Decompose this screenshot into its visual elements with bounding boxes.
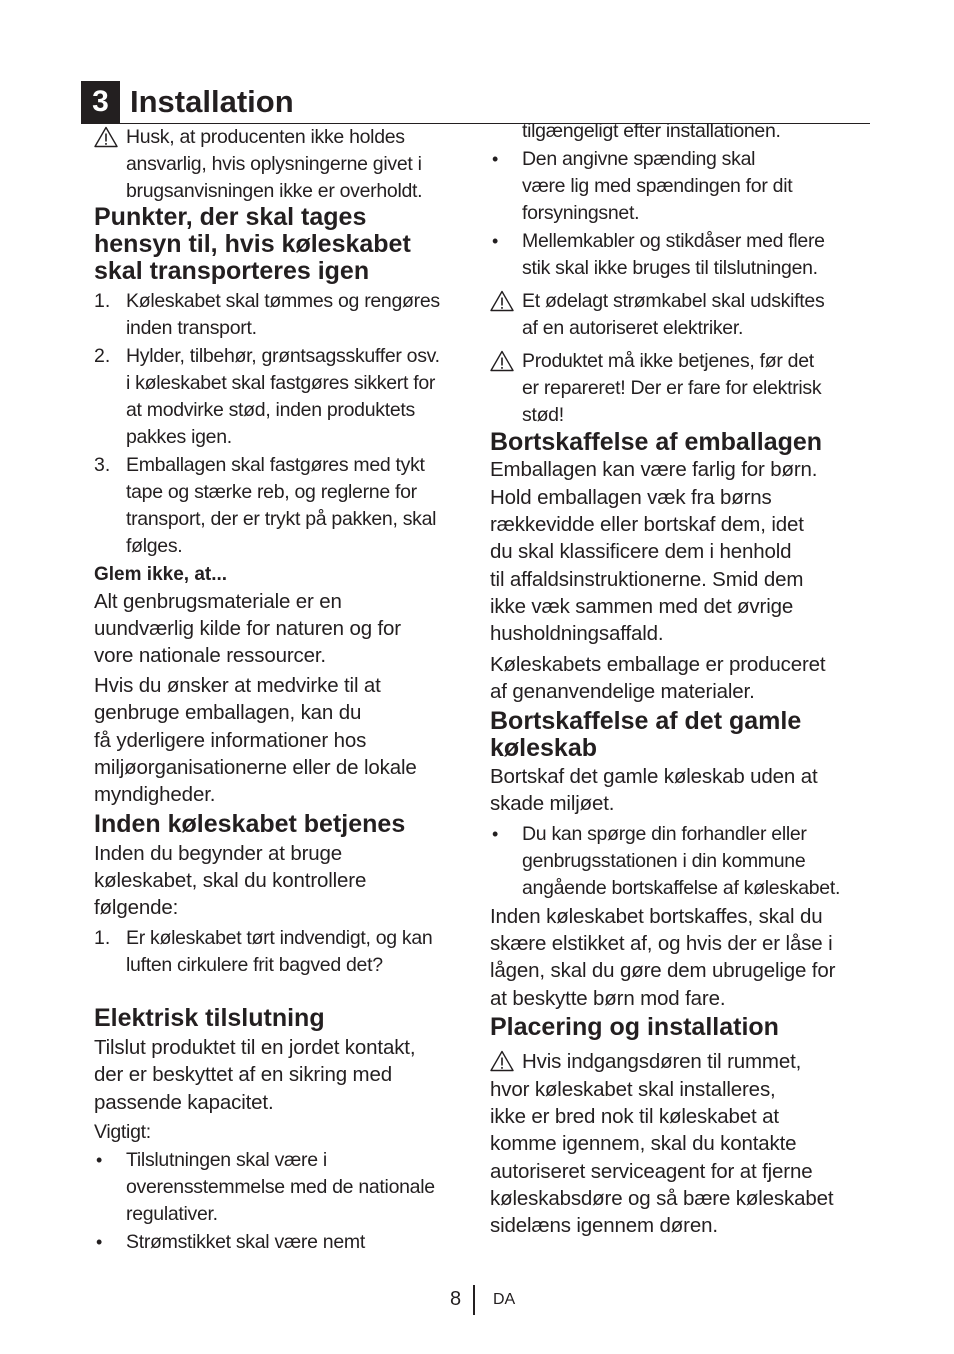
list-number: 1. xyxy=(94,290,111,312)
warning-icon xyxy=(490,350,514,372)
transport-heading-line: Punkter, der skal tages xyxy=(94,203,367,231)
warning-icon xyxy=(94,126,118,148)
warning-text-line: sidelæns igennem døren. xyxy=(490,1214,718,1237)
bullet-item-line: regulativer. xyxy=(126,1203,218,1225)
list-item-line: Hylder, tilbehør, grøntsagsskuffer osv. xyxy=(126,345,440,367)
paragraph-line: at beskytte børn mod fare. xyxy=(490,987,726,1010)
placement-heading: Placering og installation xyxy=(490,1013,779,1041)
paragraph-line: genbruge emballagen, kan du xyxy=(94,701,362,724)
paragraph-line: husholdningsaffald. xyxy=(490,622,664,645)
warning-text-line: ikke er bred nok til køleskabet at xyxy=(490,1105,779,1128)
paragraph-line: rækkevidde eller bortskaf dem, idet xyxy=(490,513,804,536)
language-code: DA xyxy=(493,1291,516,1308)
paragraph-line: Emballagen kan være farlig for børn. xyxy=(490,458,818,481)
before-use-heading: Inden køleskabet betjenes xyxy=(94,810,406,838)
paragraph-line: få yderligere informationer hos xyxy=(94,729,367,752)
warning-text-line: er repareret! Der er fare for elektrisk xyxy=(522,377,822,399)
list-item-line: transport, der er trykt på pakken, skal xyxy=(126,508,437,530)
paragraph-line: uundværlig kilde for naturen og for xyxy=(94,617,401,640)
paragraph-line: Køleskabets emballage er produceret xyxy=(490,653,826,676)
paragraph-line: myndigheder. xyxy=(94,783,216,806)
warning-text-line: stød! xyxy=(522,404,564,426)
warning-text-line: Produktet må ikke betjenes, før det xyxy=(522,350,814,372)
list-item-line: pakkes igen. xyxy=(126,426,232,448)
paragraph-line: vore nationale ressourcer. xyxy=(94,644,326,667)
paragraph-line: miljøorganisationerne eller de lokale xyxy=(94,756,417,779)
bullet-item-line: Den angivne spænding skal xyxy=(522,148,756,170)
paragraph-line: Inden du begynder at bruge xyxy=(94,842,342,865)
bullet-item-line: Tilslutningen skal være i xyxy=(126,1149,327,1171)
warning-text-line: komme igennem, skal du kontakte xyxy=(490,1132,797,1155)
warning-text-line: Husk, at producenten ikke holdes xyxy=(126,126,405,148)
section-title: Installation xyxy=(130,84,294,119)
list-item-line: i køleskabet skal fastgøres sikkert for xyxy=(126,372,436,394)
warning-icon xyxy=(490,290,514,312)
paragraph-line: skære elstikket af, og hvis der er låse i xyxy=(490,932,833,955)
paragraph-line: Hvis du ønsker at medvirke til at xyxy=(94,674,381,697)
bullet-item-line: Du kan spørge din forhandler eller xyxy=(522,823,807,845)
old-fridge-heading-line: Bortskaffelse af det gamle xyxy=(490,707,802,735)
paragraph-line: Inden køleskabet bortskaffes, skal du xyxy=(490,905,823,928)
warning-icon xyxy=(490,1050,514,1072)
bullet: • xyxy=(492,231,499,251)
paragraph-line: lågen, skal du gøre dem ubrugelige for xyxy=(490,959,836,982)
bullet-item-line: forsyningsnet. xyxy=(522,202,640,224)
forget-heading: Glem ikke, at... xyxy=(94,564,228,585)
list-number: 2. xyxy=(94,345,111,367)
paragraph-line: du skal klassificere dem i henhold xyxy=(490,540,792,563)
warning-text-line: ansvarlig, hvis oplysningerne givet i xyxy=(126,153,422,175)
bullet-item-line: genbrugsstationen i din kommune xyxy=(522,850,806,872)
list-item-line: Emballagen skal fastgøres med tykt xyxy=(126,454,425,476)
paragraph-line: Bortskaf det gamle køleskab uden at xyxy=(490,765,818,788)
warning-text-line: autoriseret serviceagent for at fjerne xyxy=(490,1160,813,1183)
page-number: 8 xyxy=(450,1288,462,1310)
list-item-line: Er køleskabet tørt indvendigt, og kan xyxy=(126,927,433,949)
paragraph-line: der er beskyttet af en sikring med xyxy=(94,1063,392,1086)
list-number: 1. xyxy=(94,927,111,949)
transport-heading-line: skal transporteres igen xyxy=(94,257,370,285)
paragraph-line: skade miljøet. xyxy=(490,792,615,815)
list-item-line: at modvirke stød, inden produktets xyxy=(126,399,415,421)
warning-text-line: brugsanvisningen ikke er overholdt. xyxy=(126,180,423,202)
bullet-item-line: Mellemkabler og stikdåser med flere xyxy=(522,230,825,252)
list-number: 3. xyxy=(94,454,111,476)
transport-heading-line: hensyn til, hvis køleskabet xyxy=(94,230,411,258)
warning-text-line: Et ødelagt strømkabel skal udskiftes xyxy=(522,290,825,312)
list-item-line: Køleskabet skal tømmes og rengøres xyxy=(126,290,440,312)
old-fridge-heading-line: køleskab xyxy=(490,734,598,762)
paragraph-line: passende kapacitet. xyxy=(94,1091,274,1114)
paragraph-line: ikke væk sammen med det øvrige xyxy=(490,595,794,618)
list-item-line: luften cirkulere frit bagved det? xyxy=(126,954,383,976)
warning-text-line: hvor køleskabet skal installeres, xyxy=(490,1078,776,1101)
bullet: • xyxy=(492,149,499,169)
bullet: • xyxy=(96,1232,103,1252)
important-label: Vigtigt: xyxy=(94,1121,151,1143)
list-item-line: følges. xyxy=(126,535,183,557)
bullet-item-line: Strømstikket skal være nemt xyxy=(126,1231,365,1253)
electric-heading: Elektrisk tilslutning xyxy=(94,1004,325,1032)
paragraph-line: følgende: xyxy=(94,896,179,919)
paragraph-line: Tilslut produktet til en jordet kontakt, xyxy=(94,1036,416,1059)
paragraph-line: køleskabet, skal du kontrollere xyxy=(94,869,367,892)
paragraph-line: til affaldsinstruktionerne. Smid dem xyxy=(490,568,804,591)
list-item-line: inden transport. xyxy=(126,317,257,339)
bullet-item-line: angående bortskaffelse af køleskabet. xyxy=(522,877,841,899)
paragraph-line: Hold emballagen væk fra børns xyxy=(490,486,772,509)
bullet-item-line: være lig med spændingen for dit xyxy=(522,175,793,197)
paragraph-line: af genanvendelige materialer. xyxy=(490,680,755,703)
warning-text-line: af en autoriseret elektriker. xyxy=(522,317,744,339)
section-number: 3 xyxy=(81,81,120,123)
warning-text-line: Hvis indgangsdøren til rummet, xyxy=(522,1050,802,1073)
packaging-heading: Bortskaffelse af emballagen xyxy=(490,428,823,456)
bullet-item-line: overensstemmelse med de nationale xyxy=(126,1176,435,1198)
warning-text-line: køleskabsdøre og så bære køleskabet xyxy=(490,1187,834,1210)
continued-line: tilgængeligt efter installationen. xyxy=(522,120,781,142)
paragraph-line: Alt genbrugsmateriale er en xyxy=(94,590,342,613)
footer-divider xyxy=(473,1285,475,1315)
bullet: • xyxy=(492,824,499,844)
bullet: • xyxy=(96,1150,103,1170)
bullet-item-line: stik skal ikke bruges til tilslutningen. xyxy=(522,257,818,279)
list-item-line: tape og stærke reb, og reglerne for xyxy=(126,481,417,503)
